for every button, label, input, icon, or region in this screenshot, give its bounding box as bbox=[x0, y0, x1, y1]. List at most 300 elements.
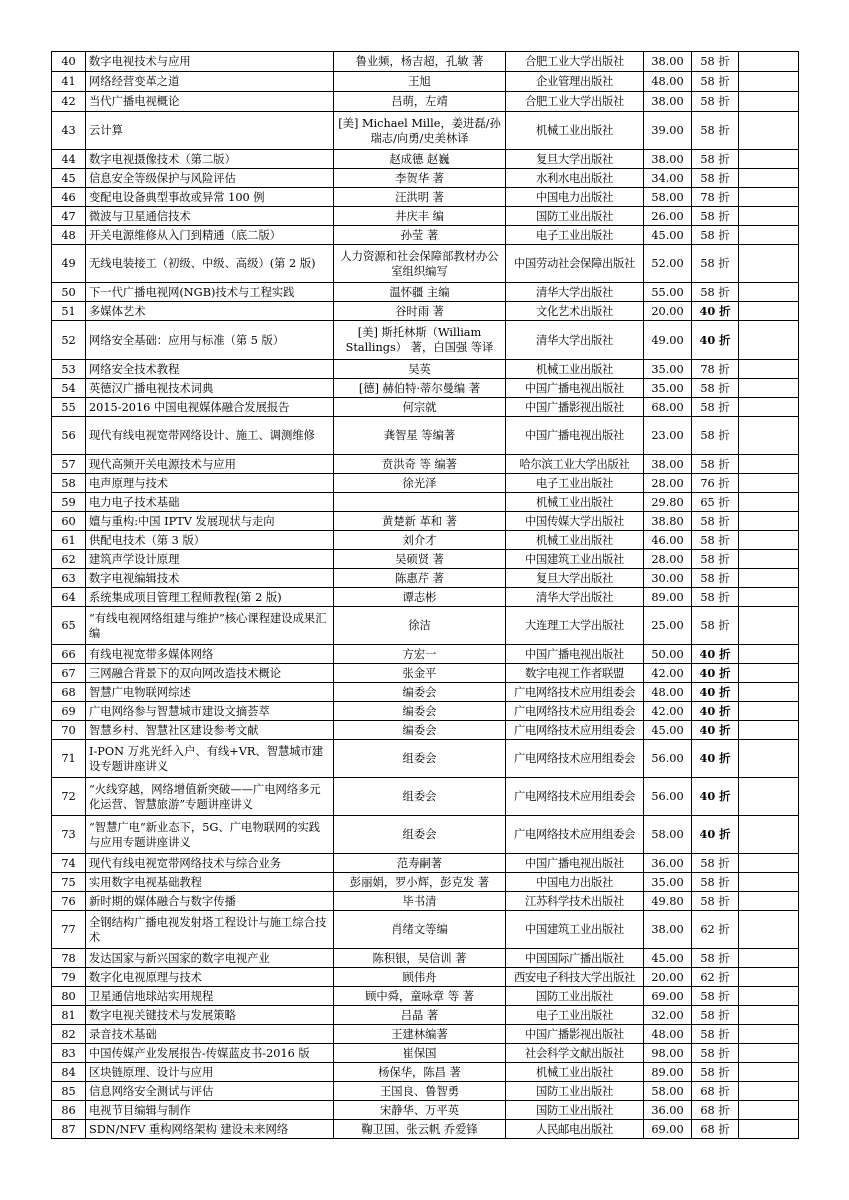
price-cell: 69.00 bbox=[644, 1120, 692, 1139]
discount-cell: 40 折 bbox=[692, 702, 739, 721]
book-title-cell: 开关电源维修从入门到精通（底二版） bbox=[86, 226, 334, 245]
author-cell: 汪洪明 著 bbox=[334, 188, 506, 207]
publisher-cell: 合肥工业大学出版社 bbox=[506, 52, 644, 72]
author-cell: 陈惠芹 著 bbox=[334, 569, 506, 588]
book-title-cell: 广电网络参与智慧城市建设文摘荟萃 bbox=[86, 702, 334, 721]
empty-cell bbox=[739, 1082, 799, 1101]
empty-cell bbox=[739, 72, 799, 92]
book-title-cell: 数字电视编辑技术 bbox=[86, 569, 334, 588]
author-cell: 王建林编著 bbox=[334, 1025, 506, 1044]
book-title-cell: 变配电设备典型事故或异常 100 例 bbox=[86, 188, 334, 207]
row-number-cell: 86 bbox=[52, 1101, 86, 1120]
discount-cell: 65 折 bbox=[692, 493, 739, 512]
table-row bbox=[52, 474, 799, 493]
book-title-cell: 信息网络安全测试与评估 bbox=[86, 1082, 334, 1101]
discount-cell: 40 折 bbox=[692, 816, 739, 854]
empty-cell bbox=[739, 150, 799, 169]
table-row bbox=[52, 1082, 799, 1101]
row-number-cell: 83 bbox=[52, 1044, 86, 1063]
discount-cell: 68 折 bbox=[692, 1101, 739, 1120]
publisher-cell: 广电网络技术应用组委会 bbox=[506, 721, 644, 740]
discount-cell: 58 折 bbox=[692, 949, 739, 968]
row-number-cell: 53 bbox=[52, 360, 86, 379]
publisher-cell: 机械工业出版社 bbox=[506, 360, 644, 379]
publisher-cell: 机械工业出版社 bbox=[506, 112, 644, 150]
book-title-cell: 现代有线电视宽带网络技术与综合业务 bbox=[86, 854, 334, 873]
discount-cell: 58 折 bbox=[692, 72, 739, 92]
table-row bbox=[52, 607, 799, 645]
price-cell: 35.00 bbox=[644, 873, 692, 892]
book-table-body bbox=[52, 52, 799, 1139]
publisher-cell: 国防工业出版社 bbox=[506, 207, 644, 226]
row-number-cell: 75 bbox=[52, 873, 86, 892]
row-number-cell: 47 bbox=[52, 207, 86, 226]
empty-cell bbox=[739, 512, 799, 531]
author-cell: 吴硕贤 著 bbox=[334, 550, 506, 569]
table-row bbox=[52, 683, 799, 702]
row-number-cell: 40 bbox=[52, 52, 86, 72]
row-number-cell: 41 bbox=[52, 72, 86, 92]
table-row bbox=[52, 664, 799, 683]
table-row bbox=[52, 92, 799, 112]
publisher-cell: 广电网络技术应用组委会 bbox=[506, 683, 644, 702]
price-cell: 35.00 bbox=[644, 360, 692, 379]
table-row bbox=[52, 398, 799, 417]
book-table bbox=[51, 51, 799, 1139]
discount-cell: 58 折 bbox=[692, 531, 739, 550]
price-cell: 55.00 bbox=[644, 283, 692, 302]
row-number-cell: 60 bbox=[52, 512, 86, 531]
price-cell: 20.00 bbox=[644, 302, 692, 321]
price-cell: 38.00 bbox=[644, 911, 692, 949]
publisher-cell: 清华大学出版社 bbox=[506, 283, 644, 302]
empty-cell bbox=[739, 1006, 799, 1025]
empty-cell bbox=[739, 588, 799, 607]
price-cell: 58.00 bbox=[644, 188, 692, 207]
empty-cell bbox=[739, 52, 799, 72]
book-title-cell: 无线电装接工（初级、中级、高级）(第 2 版) bbox=[86, 245, 334, 283]
book-title-cell: 多媒体艺术 bbox=[86, 302, 334, 321]
discount-cell: 40 折 bbox=[692, 645, 739, 664]
empty-cell bbox=[739, 169, 799, 188]
row-number-cell: 66 bbox=[52, 645, 86, 664]
publisher-cell: 机械工业出版社 bbox=[506, 531, 644, 550]
table-row bbox=[52, 778, 799, 816]
table-row bbox=[52, 987, 799, 1006]
publisher-cell: 中国广播影视出版社 bbox=[506, 398, 644, 417]
publisher-cell: 合肥工业大学出版社 bbox=[506, 92, 644, 112]
empty-cell bbox=[739, 379, 799, 398]
discount-cell: 58 折 bbox=[692, 398, 739, 417]
book-title-cell: 供配电技术（第 3 版） bbox=[86, 531, 334, 550]
discount-cell: 58 折 bbox=[692, 588, 739, 607]
book-title-cell: 网络经营变革之道 bbox=[86, 72, 334, 92]
table-row bbox=[52, 360, 799, 379]
price-cell: 49.00 bbox=[644, 321, 692, 360]
book-title-cell: 英德汉广播电视技术词典 bbox=[86, 379, 334, 398]
empty-cell bbox=[739, 112, 799, 150]
table-row bbox=[52, 52, 799, 72]
publisher-cell: 文化艺术出版社 bbox=[506, 302, 644, 321]
price-cell: 25.00 bbox=[644, 607, 692, 645]
row-number-cell: 68 bbox=[52, 683, 86, 702]
empty-cell bbox=[739, 892, 799, 911]
author-cell: 范寿嗣著 bbox=[334, 854, 506, 873]
price-cell: 89.00 bbox=[644, 1063, 692, 1082]
row-number-cell: 77 bbox=[52, 911, 86, 949]
discount-cell: 58 折 bbox=[692, 52, 739, 72]
price-cell: 69.00 bbox=[644, 987, 692, 1006]
author-cell: [德] 赫伯特·蒂尔曼编 著 bbox=[334, 379, 506, 398]
book-title-cell: 电声原理与技术 bbox=[86, 474, 334, 493]
table-row bbox=[52, 816, 799, 854]
empty-cell bbox=[739, 283, 799, 302]
publisher-cell: 广电网络技术应用组委会 bbox=[506, 778, 644, 816]
price-cell: 36.00 bbox=[644, 854, 692, 873]
discount-cell: 58 折 bbox=[692, 873, 739, 892]
book-title-cell: 2015-2016 中国电视媒体融合发展报告 bbox=[86, 398, 334, 417]
publisher-cell: 中国劳动社会保障出版社 bbox=[506, 245, 644, 283]
author-cell: 顾中舜，童咏章 等 著 bbox=[334, 987, 506, 1006]
discount-cell: 40 折 bbox=[692, 321, 739, 360]
table-row bbox=[52, 207, 799, 226]
row-number-cell: 46 bbox=[52, 188, 86, 207]
author-cell: 谭志彬 bbox=[334, 588, 506, 607]
row-number-cell: 63 bbox=[52, 569, 86, 588]
publisher-cell: 复旦大学出版社 bbox=[506, 150, 644, 169]
empty-cell bbox=[739, 455, 799, 474]
table-row bbox=[52, 911, 799, 949]
price-cell: 30.00 bbox=[644, 569, 692, 588]
row-number-cell: 76 bbox=[52, 892, 86, 911]
price-cell: 46.00 bbox=[644, 531, 692, 550]
discount-cell: 58 折 bbox=[692, 226, 739, 245]
price-cell: 98.00 bbox=[644, 1044, 692, 1063]
discount-cell: 78 折 bbox=[692, 360, 739, 379]
book-title-cell: 智慧广电物联网综述 bbox=[86, 683, 334, 702]
empty-cell bbox=[739, 664, 799, 683]
price-cell: 48.00 bbox=[644, 72, 692, 92]
author-cell: 鞠卫国、张云帆 乔爱锋 bbox=[334, 1120, 506, 1139]
book-title-cell: 当代广播电视概论 bbox=[86, 92, 334, 112]
empty-cell bbox=[739, 188, 799, 207]
row-number-cell: 70 bbox=[52, 721, 86, 740]
price-cell: 20.00 bbox=[644, 968, 692, 987]
price-cell: 29.80 bbox=[644, 493, 692, 512]
author-cell: 王国良、鲁智勇 bbox=[334, 1082, 506, 1101]
empty-cell bbox=[739, 531, 799, 550]
row-number-cell: 87 bbox=[52, 1120, 86, 1139]
price-cell: 58.00 bbox=[644, 816, 692, 854]
author-cell: 杨保华，陈昌 著 bbox=[334, 1063, 506, 1082]
row-number-cell: 74 bbox=[52, 854, 86, 873]
publisher-cell: 哈尔滨工业大学出版社 bbox=[506, 455, 644, 474]
author-cell: 徐洁 bbox=[334, 607, 506, 645]
table-row bbox=[52, 302, 799, 321]
price-cell: 42.00 bbox=[644, 664, 692, 683]
price-cell: 38.80 bbox=[644, 512, 692, 531]
book-title-cell: 数字电视技术与应用 bbox=[86, 52, 334, 72]
publisher-cell: 社会科学文献出版社 bbox=[506, 1044, 644, 1063]
empty-cell bbox=[739, 987, 799, 1006]
empty-cell bbox=[739, 398, 799, 417]
discount-cell: 58 折 bbox=[692, 283, 739, 302]
price-cell: 32.00 bbox=[644, 1006, 692, 1025]
row-number-cell: 80 bbox=[52, 987, 86, 1006]
discount-cell: 58 折 bbox=[692, 92, 739, 112]
price-cell: 39.00 bbox=[644, 112, 692, 150]
book-title-cell: 卫星通信地球站实用规程 bbox=[86, 987, 334, 1006]
author-cell: 徐光泽 bbox=[334, 474, 506, 493]
book-title-cell: 新时期的媒体融合与数字传播 bbox=[86, 892, 334, 911]
price-cell: 45.00 bbox=[644, 226, 692, 245]
author-cell: 吴英 bbox=[334, 360, 506, 379]
empty-cell bbox=[739, 873, 799, 892]
book-title-cell: 现代有线电视宽带网络设计、施工、调测维修 bbox=[86, 417, 334, 455]
book-title-cell: 云计算 bbox=[86, 112, 334, 150]
book-title-cell: I-PON 万兆光纤入户、有线+VR、智慧城市建设专题讲座讲义 bbox=[86, 740, 334, 778]
discount-cell: 78 折 bbox=[692, 188, 739, 207]
book-title-cell: 信息安全等级保护与风险评估 bbox=[86, 169, 334, 188]
author-cell: [美] Michael Mille，姜进磊/孙瑞志/向勇/史美林译 bbox=[334, 112, 506, 150]
empty-cell bbox=[739, 1044, 799, 1063]
price-cell: 68.00 bbox=[644, 398, 692, 417]
row-number-cell: 82 bbox=[52, 1025, 86, 1044]
empty-cell bbox=[739, 1101, 799, 1120]
author-cell: 组委会 bbox=[334, 816, 506, 854]
row-number-cell: 45 bbox=[52, 169, 86, 188]
author-cell: 吕萌，左靖 bbox=[334, 92, 506, 112]
book-title-cell: 下一代广播电视网(NGB)技术与工程实践 bbox=[86, 283, 334, 302]
publisher-cell: 中国广播影视出版社 bbox=[506, 1025, 644, 1044]
book-title-cell: 智慧乡村、智慧社区建设参考文献 bbox=[86, 721, 334, 740]
table-row bbox=[52, 379, 799, 398]
empty-cell bbox=[739, 645, 799, 664]
book-title-cell: 有线电视宽带多媒体网络 bbox=[86, 645, 334, 664]
publisher-cell: 中国电力出版社 bbox=[506, 873, 644, 892]
table-row bbox=[52, 150, 799, 169]
table-row bbox=[52, 283, 799, 302]
table-row bbox=[52, 702, 799, 721]
row-number-cell: 50 bbox=[52, 283, 86, 302]
row-number-cell: 79 bbox=[52, 968, 86, 987]
price-cell: 48.00 bbox=[644, 683, 692, 702]
discount-cell: 58 折 bbox=[692, 112, 739, 150]
discount-cell: 40 折 bbox=[692, 778, 739, 816]
row-number-cell: 72 bbox=[52, 778, 86, 816]
publisher-cell: 大连理工大学出版社 bbox=[506, 607, 644, 645]
row-number-cell: 84 bbox=[52, 1063, 86, 1082]
book-title-cell: 区块链原理、设计与应用 bbox=[86, 1063, 334, 1082]
discount-cell: 58 折 bbox=[692, 417, 739, 455]
book-title-cell: 现代高频开关电源技术与应用 bbox=[86, 455, 334, 474]
price-cell: 56.00 bbox=[644, 778, 692, 816]
publisher-cell: 清华大学出版社 bbox=[506, 321, 644, 360]
publisher-cell: 西安电子科技大学出版社 bbox=[506, 968, 644, 987]
table-row bbox=[52, 417, 799, 455]
empty-cell bbox=[739, 321, 799, 360]
empty-cell bbox=[739, 683, 799, 702]
author-cell: 龚智星 等编著 bbox=[334, 417, 506, 455]
empty-cell bbox=[739, 569, 799, 588]
publisher-cell: 中国广播电视出版社 bbox=[506, 645, 644, 664]
discount-cell: 40 折 bbox=[692, 683, 739, 702]
empty-cell bbox=[739, 911, 799, 949]
table-row bbox=[52, 721, 799, 740]
row-number-cell: 78 bbox=[52, 949, 86, 968]
row-number-cell: 71 bbox=[52, 740, 86, 778]
table-row bbox=[52, 245, 799, 283]
row-number-cell: 48 bbox=[52, 226, 86, 245]
row-number-cell: 73 bbox=[52, 816, 86, 854]
author-cell: 编委会 bbox=[334, 721, 506, 740]
book-title-cell: 微波与卫星通信技术 bbox=[86, 207, 334, 226]
publisher-cell: 江苏科学技术出版社 bbox=[506, 892, 644, 911]
table-row bbox=[52, 1120, 799, 1139]
row-number-cell: 42 bbox=[52, 92, 86, 112]
book-title-cell: 中国传媒产业发展报告-传媒蓝皮书-2016 版 bbox=[86, 1044, 334, 1063]
discount-cell: 58 折 bbox=[692, 245, 739, 283]
discount-cell: 58 折 bbox=[692, 892, 739, 911]
row-number-cell: 64 bbox=[52, 588, 86, 607]
book-title-cell: 建筑声学设计原理 bbox=[86, 550, 334, 569]
author-cell: 毕书清 bbox=[334, 892, 506, 911]
empty-cell bbox=[739, 740, 799, 778]
discount-cell: 58 折 bbox=[692, 1063, 739, 1082]
author-cell: 编委会 bbox=[334, 702, 506, 721]
price-cell: 35.00 bbox=[644, 379, 692, 398]
empty-cell bbox=[739, 702, 799, 721]
book-title-cell: 录音技术基础 bbox=[86, 1025, 334, 1044]
price-cell: 28.00 bbox=[644, 474, 692, 493]
author-cell: [美] 斯托林斯（William Stallings） 著，白国强 等译 bbox=[334, 321, 506, 360]
book-title-cell: 数字电视摄像技术（第二版） bbox=[86, 150, 334, 169]
row-number-cell: 59 bbox=[52, 493, 86, 512]
row-number-cell: 56 bbox=[52, 417, 86, 455]
discount-cell: 40 折 bbox=[692, 721, 739, 740]
price-cell: 23.00 bbox=[644, 417, 692, 455]
table-row bbox=[52, 226, 799, 245]
empty-cell bbox=[739, 778, 799, 816]
publisher-cell: 企业管理出版社 bbox=[506, 72, 644, 92]
publisher-cell: 中国广播电视出版社 bbox=[506, 417, 644, 455]
empty-cell bbox=[739, 816, 799, 854]
table-row bbox=[52, 169, 799, 188]
row-number-cell: 49 bbox=[52, 245, 86, 283]
price-cell: 50.00 bbox=[644, 645, 692, 664]
price-cell: 38.00 bbox=[644, 455, 692, 474]
book-title-cell: 数字化电视原理与技术 bbox=[86, 968, 334, 987]
discount-cell: 40 折 bbox=[692, 740, 739, 778]
discount-cell: 58 折 bbox=[692, 150, 739, 169]
book-title-cell: 全钢结构广播电视发射塔工程设计与施工综合技术 bbox=[86, 911, 334, 949]
author-cell: 贲洪奇 等 编著 bbox=[334, 455, 506, 474]
table-row bbox=[52, 873, 799, 892]
publisher-cell: 机械工业出版社 bbox=[506, 1063, 644, 1082]
author-cell: 刘介才 bbox=[334, 531, 506, 550]
book-title-cell: “有线电视网络组建与维护”核心课程建设成果汇编 bbox=[86, 607, 334, 645]
publisher-cell: 人民邮电出版社 bbox=[506, 1120, 644, 1139]
price-cell: 56.00 bbox=[644, 740, 692, 778]
price-cell: 42.00 bbox=[644, 702, 692, 721]
row-number-cell: 67 bbox=[52, 664, 86, 683]
row-number-cell: 44 bbox=[52, 150, 86, 169]
publisher-cell: 国防工业出版社 bbox=[506, 1101, 644, 1120]
row-number-cell: 52 bbox=[52, 321, 86, 360]
table-row bbox=[52, 854, 799, 873]
discount-cell: 58 折 bbox=[692, 1025, 739, 1044]
author-cell: 何宗就 bbox=[334, 398, 506, 417]
publisher-cell: 复旦大学出版社 bbox=[506, 569, 644, 588]
empty-cell bbox=[739, 968, 799, 987]
publisher-cell: 中国广播电视出版社 bbox=[506, 854, 644, 873]
table-row bbox=[52, 512, 799, 531]
row-number-cell: 62 bbox=[52, 550, 86, 569]
table-row bbox=[52, 1044, 799, 1063]
empty-cell bbox=[739, 1063, 799, 1082]
author-cell: 方宏一 bbox=[334, 645, 506, 664]
discount-cell: 58 折 bbox=[692, 512, 739, 531]
discount-cell: 76 折 bbox=[692, 474, 739, 493]
book-title-cell: 电力电子技术基础 bbox=[86, 493, 334, 512]
row-number-cell: 69 bbox=[52, 702, 86, 721]
row-number-cell: 61 bbox=[52, 531, 86, 550]
table-row bbox=[52, 740, 799, 778]
author-cell: 赵成德 赵巍 bbox=[334, 150, 506, 169]
publisher-cell: 广电网络技术应用组委会 bbox=[506, 816, 644, 854]
table-row bbox=[52, 645, 799, 664]
book-title-cell: 电视节目编辑与制作 bbox=[86, 1101, 334, 1120]
publisher-cell: 中国广播电视出版社 bbox=[506, 379, 644, 398]
author-cell: 张金平 bbox=[334, 664, 506, 683]
empty-cell bbox=[739, 360, 799, 379]
row-number-cell: 65 bbox=[52, 607, 86, 645]
price-cell: 38.00 bbox=[644, 150, 692, 169]
publisher-cell: 广电网络技术应用组委会 bbox=[506, 740, 644, 778]
discount-cell: 58 折 bbox=[692, 455, 739, 474]
empty-cell bbox=[739, 949, 799, 968]
table-row bbox=[52, 1006, 799, 1025]
author-cell: 肖绪文等编 bbox=[334, 911, 506, 949]
publisher-cell: 国防工业出版社 bbox=[506, 987, 644, 1006]
book-title-cell: “火线穿越，网络增值新突破——广电网络多元化运营、智慧旅游”专题讲座讲义 bbox=[86, 778, 334, 816]
price-cell: 28.00 bbox=[644, 550, 692, 569]
table-row bbox=[52, 588, 799, 607]
author-cell: 谷时雨 著 bbox=[334, 302, 506, 321]
table-row bbox=[52, 569, 799, 588]
author-cell: 吕晶 著 bbox=[334, 1006, 506, 1025]
table-row bbox=[52, 188, 799, 207]
discount-cell: 58 折 bbox=[692, 1044, 739, 1063]
table-row bbox=[52, 968, 799, 987]
publisher-cell: 电子工业出版社 bbox=[506, 1006, 644, 1025]
empty-cell bbox=[739, 92, 799, 112]
table-row bbox=[52, 892, 799, 911]
author-cell: 人力资源和社会保障部教材办公室组织编写 bbox=[334, 245, 506, 283]
author-cell: 温怀疆 主编 bbox=[334, 283, 506, 302]
publisher-cell: 国防工业出版社 bbox=[506, 1082, 644, 1101]
empty-cell bbox=[739, 550, 799, 569]
row-number-cell: 85 bbox=[52, 1082, 86, 1101]
price-cell: 89.00 bbox=[644, 588, 692, 607]
empty-cell bbox=[739, 493, 799, 512]
author-cell: 宋静华、万平英 bbox=[334, 1101, 506, 1120]
publisher-cell: 机械工业出版社 bbox=[506, 493, 644, 512]
book-title-cell: 实用数字电视基础教程 bbox=[86, 873, 334, 892]
empty-cell bbox=[739, 1120, 799, 1139]
discount-cell: 58 折 bbox=[692, 854, 739, 873]
book-title-cell: 网络安全基础：应用与标准（第 5 版） bbox=[86, 321, 334, 360]
